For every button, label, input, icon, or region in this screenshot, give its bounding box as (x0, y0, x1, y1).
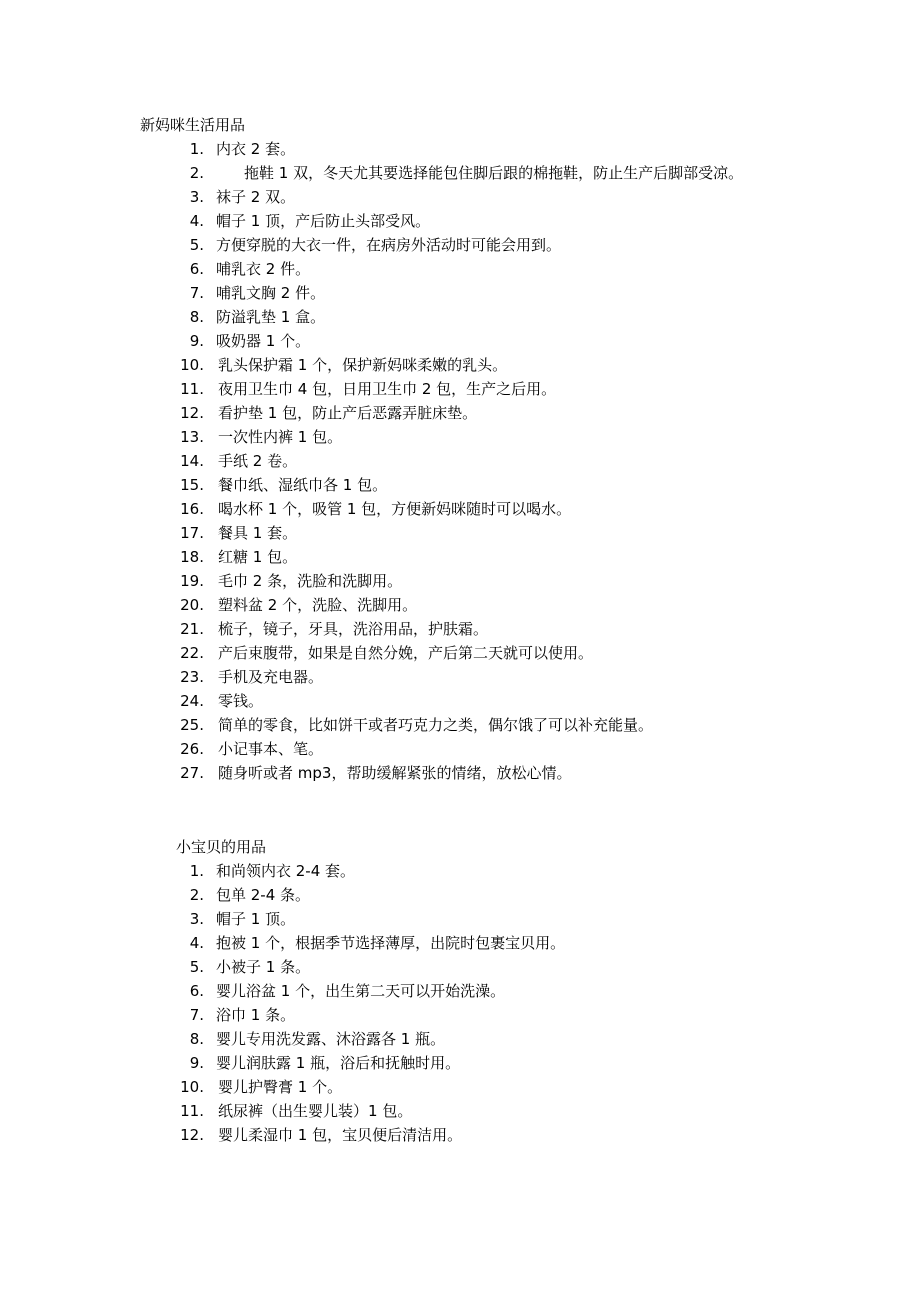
list-item (0, 641, 920, 665)
list-item-number: 9. (189, 332, 204, 350)
list-item-text: 零钱。 (218, 692, 264, 710)
list-item (0, 401, 920, 425)
list-item-number: 25. (180, 716, 204, 734)
list-item-number: 1. (189, 862, 204, 880)
list-item (0, 569, 920, 593)
list-item-number: 19. (180, 572, 204, 590)
list-item-number: 12. (180, 1126, 204, 1144)
list-item (0, 305, 920, 329)
list-item-number: 11. (180, 1102, 204, 1120)
list-item-text: 帽子 1 顶，产后防止头部受风。 (216, 212, 431, 230)
list-item (0, 425, 920, 449)
list-item-text: 拖鞋 1 双，冬天尤其要选择能包住脚后跟的棉拖鞋，防止生产后脚部受凉。 (244, 164, 744, 182)
list-item (0, 329, 920, 353)
list-item (0, 761, 920, 785)
list-item-text: 小被子 1 条。 (216, 958, 311, 976)
list-item (0, 1051, 920, 1075)
list-item-number: 11. (180, 380, 204, 398)
list-item-text: 塑料盆 2 个，洗脸、洗脚用。 (218, 596, 418, 614)
list-item-text: 餐具 1 套。 (218, 524, 298, 542)
mom-supplies-list (0, 137, 920, 785)
list-item-number: 20. (180, 596, 204, 614)
baby-section-title: 小宝贝的用品 (176, 838, 267, 856)
list-item (0, 617, 920, 641)
list-item-number: 8. (189, 1030, 204, 1048)
baby-supplies-list (0, 859, 920, 1147)
list-item (0, 545, 920, 569)
list-item (0, 859, 920, 883)
list-item-text: 和尚领内衣 2-4 套。 (216, 862, 356, 880)
list-item (0, 1003, 920, 1027)
list-item (0, 1123, 920, 1147)
list-item-number: 27. (180, 764, 204, 782)
list-item (0, 1075, 920, 1099)
list-item-text: 婴儿专用洗发露、沐浴露各 1 瓶。 (216, 1030, 446, 1048)
list-item-number: 18. (180, 548, 204, 566)
baby-supplies-section (0, 835, 920, 1147)
list-item (0, 689, 920, 713)
list-item-number: 4. (189, 934, 204, 952)
list-item-number: 1. (189, 140, 204, 158)
list-item-number: 3. (189, 910, 204, 928)
list-item (0, 955, 920, 979)
list-item-text: 方便穿脱的大衣一件，在病房外活动时可能会用到。 (216, 236, 562, 254)
list-item-text: 喝水杯 1 个，吸管 1 包，方便新妈咪随时可以喝水。 (218, 500, 572, 518)
list-item-number: 5. (189, 958, 204, 976)
list-item-number: 7. (189, 1006, 204, 1024)
list-item-text: 婴儿润肤露 1 瓶，浴后和抚触时用。 (216, 1054, 461, 1072)
list-item-text: 纸尿裤（出生婴儿装）1 包。 (218, 1102, 413, 1120)
list-item (0, 521, 920, 545)
list-item-text: 看护垫 1 包，防止产后恶露弄脏床垫。 (218, 404, 478, 422)
list-item-text: 夜用卫生巾 4 包，日用卫生巾 2 包，生产之后用。 (218, 380, 557, 398)
list-item (0, 257, 920, 281)
list-item-number: 23. (180, 668, 204, 686)
list-item-text: 婴儿浴盆 1 个，出生第二天可以开始洗澡。 (216, 982, 506, 1000)
list-item-text: 手机及充电器。 (218, 668, 324, 686)
list-item-number: 15. (180, 476, 204, 494)
list-item-text: 产后束腹带，如果是自然分娩，产后第二天就可以使用。 (218, 644, 594, 662)
list-item (0, 713, 920, 737)
list-item (0, 449, 920, 473)
list-item-text: 婴儿护臀膏 1 个。 (218, 1078, 343, 1096)
list-item-number: 14. (180, 452, 204, 470)
mom-section-title: 新妈咪生活用品 (140, 116, 246, 134)
list-item-text: 哺乳文胸 2 件。 (216, 284, 326, 302)
list-item-number: 21. (180, 620, 204, 638)
list-item-text: 防溢乳垫 1 盒。 (216, 308, 326, 326)
list-item-number: 8. (189, 308, 204, 326)
list-item-text: 吸奶器 1 个。 (216, 332, 311, 350)
list-item (0, 737, 920, 761)
list-item-text: 乳头保护霜 1 个，保护新妈咪柔嫩的乳头。 (218, 356, 508, 374)
list-item (0, 665, 920, 689)
list-item-number: 10. (180, 1078, 204, 1096)
list-item (0, 233, 920, 257)
list-item-number: 22. (180, 644, 204, 662)
list-item-number: 5. (189, 236, 204, 254)
list-item-text: 简单的零食，比如饼干或者巧克力之类，偶尔饿了可以补充能量。 (218, 716, 654, 734)
list-item-number: 10. (180, 356, 204, 374)
list-item (0, 185, 920, 209)
list-item-text: 包单 2-4 条。 (216, 886, 311, 904)
list-item-number: 3. (189, 188, 204, 206)
list-item (0, 931, 920, 955)
list-item-text: 一次性内裤 1 包。 (218, 428, 343, 446)
list-item-number: 13. (180, 428, 204, 446)
list-item-number: 2. (189, 164, 204, 182)
list-item-text: 婴儿柔湿巾 1 包，宝贝便后清洁用。 (218, 1126, 463, 1144)
list-item-text: 梳子，镜子，牙具，洗浴用品，护肤霜。 (218, 620, 489, 638)
list-item-number: 24. (180, 692, 204, 710)
list-item-text: 帽子 1 顶。 (216, 910, 296, 928)
list-item-number: 6. (189, 982, 204, 1000)
list-item-text: 毛巾 2 条，洗脸和洗脚用。 (218, 572, 403, 590)
list-item (0, 497, 920, 521)
list-item-text: 餐巾纸、湿纸巾各 1 包。 (218, 476, 388, 494)
list-item (0, 907, 920, 931)
list-item-text: 红糖 1 包。 (218, 548, 298, 566)
list-item (0, 979, 920, 1003)
list-item (0, 1027, 920, 1051)
list-item-text: 抱被 1 个，根据季节选择薄厚，出院时包裹宝贝用。 (216, 934, 566, 952)
list-item-text: 手纸 2 卷。 (218, 452, 298, 470)
list-item-number: 7. (189, 284, 204, 302)
list-item-number: 12. (180, 404, 204, 422)
list-item-number: 9. (189, 1054, 204, 1072)
list-item (0, 137, 920, 161)
list-item (0, 473, 920, 497)
list-item (0, 161, 920, 185)
list-item-text: 哺乳衣 2 件。 (216, 260, 311, 278)
list-item (0, 1099, 920, 1123)
list-item-number: 26. (180, 740, 204, 758)
list-item (0, 281, 920, 305)
list-item-text: 随身听或者 mp3，帮助缓解紧张的情绪，放松心情。 (218, 764, 572, 782)
list-item (0, 593, 920, 617)
list-item-text: 内衣 2 套。 (216, 140, 296, 158)
list-item-number: 16. (180, 500, 204, 518)
list-item-text: 袜子 2 双。 (216, 188, 296, 206)
list-item (0, 209, 920, 233)
list-item (0, 353, 920, 377)
list-item (0, 377, 920, 401)
list-item-text: 浴巾 1 条。 (216, 1006, 296, 1024)
list-item (0, 883, 920, 907)
list-item-number: 6. (189, 260, 204, 278)
list-item-number: 17. (180, 524, 204, 542)
list-item-text: 小记事本、笔。 (218, 740, 324, 758)
list-item-number: 2. (189, 886, 204, 904)
list-item-number: 4. (189, 212, 204, 230)
mom-supplies-section (0, 113, 920, 785)
